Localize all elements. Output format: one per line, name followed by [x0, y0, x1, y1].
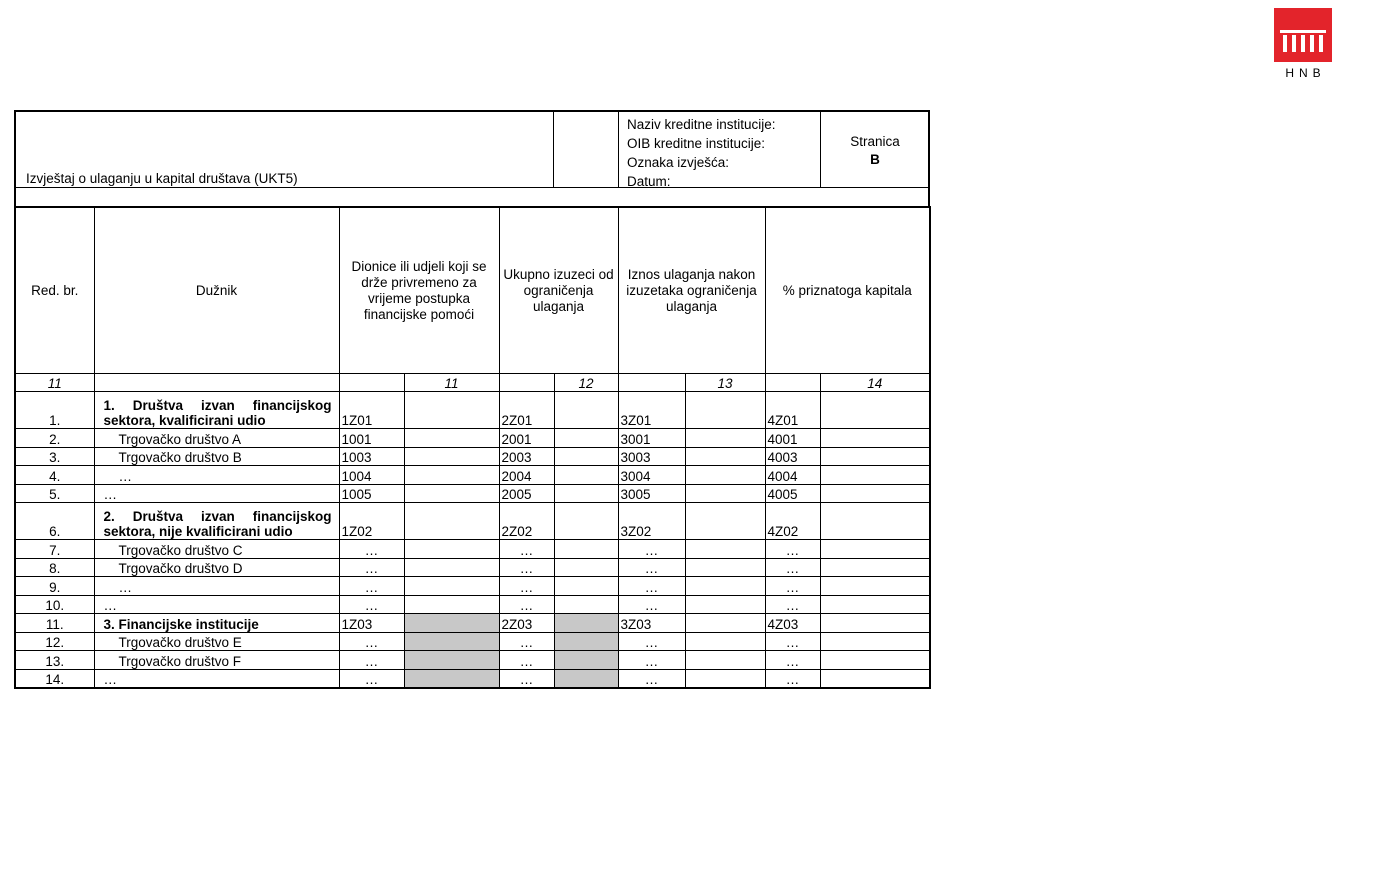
column-numbers-row [15, 374, 930, 392]
input-cell[interactable] [685, 447, 765, 466]
row-code: 1Z01 [339, 392, 404, 429]
row-number: 5. [15, 484, 94, 503]
row-code: … [339, 669, 404, 688]
info-report-code: Oznaka izvješća: [627, 155, 730, 170]
input-cell[interactable] [685, 484, 765, 503]
disabled-cell [554, 651, 618, 670]
row-code: 4001 [765, 429, 820, 448]
info-date: Datum: [627, 174, 671, 189]
row-debtor: Trgovačko društvo C [94, 540, 339, 559]
row-debtor: Trgovačko društvo D [94, 558, 339, 577]
table-row [15, 429, 930, 448]
input-cell[interactable] [404, 540, 499, 559]
row-debtor: Trgovačko društvo F [94, 651, 339, 670]
input-cell[interactable] [404, 503, 499, 540]
input-cell[interactable] [554, 466, 618, 485]
row-code: 2Z03 [499, 614, 554, 633]
hnb-logo [1274, 8, 1332, 80]
input-cell[interactable] [404, 392, 499, 429]
disabled-cell [554, 614, 618, 633]
col-header-red-br: Red. br. [15, 207, 94, 374]
row-debtor: 2. Društva izvan financijskog sektora, nije kvalificirani udio [94, 503, 339, 540]
input-cell[interactable] [820, 447, 930, 466]
row-code: 4003 [765, 447, 820, 466]
row-code: … [499, 558, 554, 577]
row-number: 3. [15, 447, 94, 466]
table-row [15, 577, 930, 596]
input-cell[interactable] [554, 595, 618, 614]
col-number: 11 [15, 374, 94, 392]
logo-text: HNB [1285, 66, 1326, 80]
row-code: 4Z01 [765, 392, 820, 429]
row-code: … [499, 651, 554, 670]
row-code: … [618, 669, 685, 688]
col-number: 14 [820, 374, 930, 392]
input-cell[interactable] [685, 540, 765, 559]
row-code: … [339, 540, 404, 559]
table-row [15, 558, 930, 577]
row-code: 1Z02 [339, 503, 404, 540]
input-cell[interactable] [404, 577, 499, 596]
row-code: 3Z01 [618, 392, 685, 429]
row-code: 4Z03 [765, 614, 820, 633]
row-code: 3Z02 [618, 503, 685, 540]
input-cell[interactable] [554, 484, 618, 503]
input-cell[interactable] [820, 632, 930, 651]
row-number: 4. [15, 466, 94, 485]
input-cell[interactable] [404, 484, 499, 503]
row-code: … [499, 577, 554, 596]
input-cell[interactable] [820, 466, 930, 485]
row-number: 9. [15, 577, 94, 596]
row-code: 2005 [499, 484, 554, 503]
row-code: … [499, 632, 554, 651]
row-code: … [339, 632, 404, 651]
disabled-cell [404, 614, 499, 633]
input-cell[interactable] [685, 669, 765, 688]
input-cell[interactable] [554, 577, 618, 596]
row-code: … [618, 540, 685, 559]
table-row [15, 540, 930, 559]
row-number: 8. [15, 558, 94, 577]
input-cell[interactable] [685, 429, 765, 448]
row-code: … [765, 595, 820, 614]
row-code: … [339, 558, 404, 577]
col-header-duznik: Dužnik [94, 207, 339, 374]
row-code: 2Z01 [499, 392, 554, 429]
col-number: 11 [404, 374, 499, 392]
row-debtor: Trgovačko društvo E [94, 632, 339, 651]
input-cell[interactable] [820, 540, 930, 559]
input-cell[interactable] [820, 614, 930, 633]
bank-building-icon [1274, 8, 1332, 62]
input-cell[interactable] [685, 503, 765, 540]
row-debtor: Trgovačko društvo B [94, 447, 339, 466]
table-row [15, 466, 930, 485]
disabled-cell [554, 632, 618, 651]
input-cell[interactable] [685, 651, 765, 670]
disabled-cell [554, 669, 618, 688]
table-row [15, 669, 930, 688]
row-code: 2003 [499, 447, 554, 466]
table-row [15, 651, 930, 670]
row-code: 2Z02 [499, 503, 554, 540]
row-debtor: … [94, 577, 339, 596]
col-header-priznatog: % priznatoga kapitala [765, 207, 930, 374]
row-code: 2004 [499, 466, 554, 485]
row-code: … [618, 595, 685, 614]
row-number: 11. [15, 614, 94, 633]
institution-info [627, 115, 776, 191]
row-code: … [765, 558, 820, 577]
row-number: 14. [15, 669, 94, 688]
row-code: 3Z03 [618, 614, 685, 633]
disabled-cell [404, 669, 499, 688]
report-title: Izvještaj o ulaganju u kapital društava (UKT5) [26, 171, 298, 186]
row-code: … [499, 595, 554, 614]
row-code: … [765, 632, 820, 651]
input-cell[interactable] [554, 447, 618, 466]
input-cell[interactable] [685, 595, 765, 614]
col-number: 13 [685, 374, 765, 392]
row-code: 1004 [339, 466, 404, 485]
info-institution-oib: OIB kreditne institucije: [627, 136, 766, 151]
row-code: … [339, 577, 404, 596]
row-code: … [765, 651, 820, 670]
input-cell[interactable] [404, 466, 499, 485]
table-row [15, 614, 930, 633]
table-row [15, 595, 930, 614]
input-cell[interactable] [820, 651, 930, 670]
input-cell[interactable] [554, 558, 618, 577]
input-cell[interactable] [820, 577, 930, 596]
table-row [15, 503, 930, 540]
row-code: … [499, 669, 554, 688]
row-debtor: Trgovačko društvo A [94, 429, 339, 448]
col-header-dionice: Dionice ili udjeli koji se drže privremeno za vrijeme postupka financijske pomoći [339, 207, 499, 374]
row-code: 3005 [618, 484, 685, 503]
row-number: 10. [15, 595, 94, 614]
row-code: … [618, 577, 685, 596]
row-number: 13. [15, 651, 94, 670]
table-row [15, 632, 930, 651]
row-debtor: … [94, 595, 339, 614]
row-code: … [765, 540, 820, 559]
input-cell[interactable] [404, 429, 499, 448]
input-cell[interactable] [554, 503, 618, 540]
row-code: 2001 [499, 429, 554, 448]
input-cell[interactable] [820, 558, 930, 577]
page-value: B [870, 152, 880, 167]
row-code: … [765, 577, 820, 596]
input-cell[interactable] [685, 632, 765, 651]
row-code: … [339, 595, 404, 614]
row-code: 1Z03 [339, 614, 404, 633]
disabled-cell [404, 632, 499, 651]
input-cell[interactable] [404, 447, 499, 466]
input-cell[interactable] [404, 595, 499, 614]
row-code: 4005 [765, 484, 820, 503]
row-code: 1003 [339, 447, 404, 466]
row-number: 1. [15, 392, 94, 429]
input-cell[interactable] [820, 669, 930, 688]
row-code: … [618, 558, 685, 577]
row-debtor: … [94, 466, 339, 485]
row-code: 4004 [765, 466, 820, 485]
input-cell[interactable] [685, 466, 765, 485]
input-cell[interactable] [820, 392, 930, 429]
input-cell[interactable] [685, 577, 765, 596]
report-header [14, 110, 930, 207]
row-number: 6. [15, 503, 94, 540]
table-row [15, 447, 930, 466]
column-headers [15, 207, 930, 374]
row-code: 4Z02 [765, 503, 820, 540]
row-debtor: 1. Društva izvan financijskog sektora, kvalificirani udio [94, 392, 339, 429]
row-number: 2. [15, 429, 94, 448]
input-cell[interactable] [820, 595, 930, 614]
col-header-iznos: Iznos ulaganja nakon izuzetaka ograničenja ulaganja [618, 207, 765, 374]
row-code: 1005 [339, 484, 404, 503]
investment-table [14, 206, 931, 689]
row-code: 3003 [618, 447, 685, 466]
row-code: … [618, 651, 685, 670]
row-code: 3001 [618, 429, 685, 448]
row-code: … [765, 669, 820, 688]
col-header-ukupno: Ukupno izuzeci od ograničenja ulaganja [499, 207, 618, 374]
row-code: 1001 [339, 429, 404, 448]
input-cell[interactable] [554, 392, 618, 429]
row-debtor: … [94, 484, 339, 503]
input-cell[interactable] [404, 558, 499, 577]
row-code: … [339, 651, 404, 670]
input-cell[interactable] [554, 429, 618, 448]
input-cell[interactable] [820, 484, 930, 503]
disabled-cell [404, 651, 499, 670]
input-cell[interactable] [554, 540, 618, 559]
row-debtor: 3. Financijske institucije [94, 614, 339, 633]
col-number: 12 [554, 374, 618, 392]
row-number: 12. [15, 632, 94, 651]
input-cell[interactable] [820, 429, 930, 448]
table-row [15, 484, 930, 503]
input-cell[interactable] [820, 503, 930, 540]
page-label: Stranica [850, 134, 900, 149]
info-institution-name: Naziv kreditne institucije: [627, 117, 776, 132]
row-code: 3004 [618, 466, 685, 485]
input-cell[interactable] [685, 392, 765, 429]
row-code: … [499, 540, 554, 559]
input-cell[interactable] [685, 558, 765, 577]
input-cell[interactable] [685, 614, 765, 633]
page-indicator [820, 133, 930, 169]
row-debtor: … [94, 669, 339, 688]
table-row [15, 392, 930, 429]
row-number: 7. [15, 540, 94, 559]
row-code: … [618, 632, 685, 651]
